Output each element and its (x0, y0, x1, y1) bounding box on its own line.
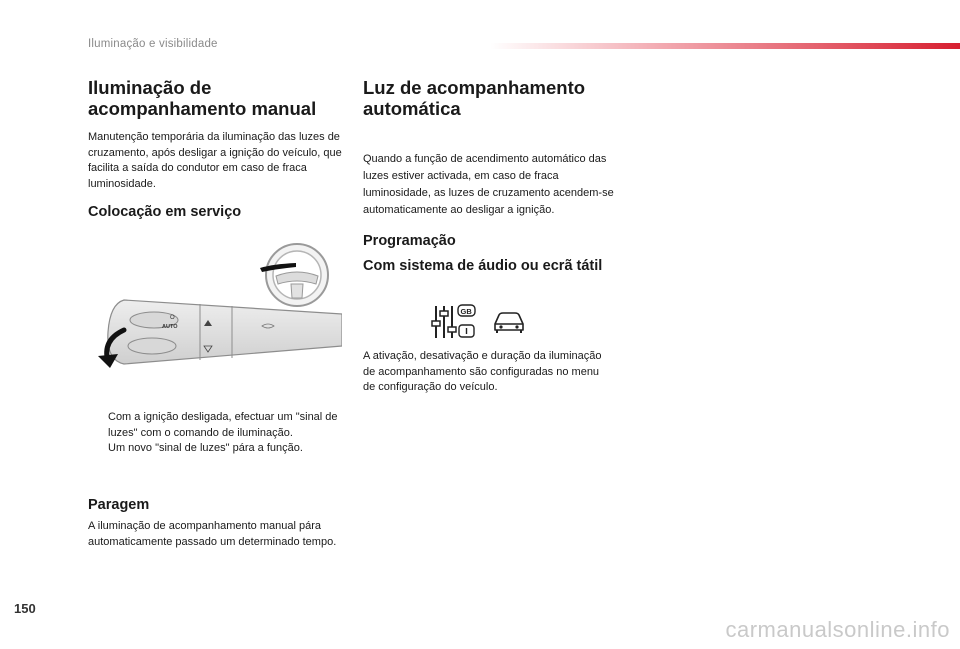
settings-icon (430, 303, 476, 341)
car-icon (492, 308, 526, 334)
manual-lighting-intro: Manutenção temporária da iluminação das luzes de cruzamento, após desligar a ignição do veículo, que facilita a saída do condutor em caso de fraca luminosidade. (88, 131, 342, 190)
stalk-label-auto: AUTO (162, 324, 178, 330)
manual-lighting-title: Iluminação de acompanhamento manual (88, 77, 317, 119)
settings-icon-label: GB (460, 306, 472, 316)
stalk-pointer-icon (258, 260, 298, 274)
programming-heading: Programação (363, 233, 456, 249)
header-accent-bar (490, 43, 960, 49)
page-number: 150 (14, 601, 36, 616)
list-item: Com a ignição desligada, efectuar um "sinal de luzes" com o comando de iluminação. (108, 411, 338, 439)
list-item: Um novo "sinal de luzes" pára a função. (108, 442, 303, 454)
audio-system-heading: Com sistema de áudio ou ecrã tátil (363, 258, 603, 274)
stalk-label-o: O (170, 315, 175, 321)
left-column (88, 77, 343, 220)
lighting-stalk-illustration (102, 236, 342, 376)
header-section-title: Iluminação e visibilidade (88, 38, 218, 50)
mid-column (363, 77, 623, 274)
stop-heading: Paragem (88, 497, 150, 513)
activation-steps (88, 410, 343, 457)
stop-text: A iluminação de acompanhamento manual pára automaticamente passado um determinado tempo. (88, 520, 337, 548)
automatic-lighting-title: Luz de acompanhamento automática (363, 77, 586, 119)
automatic-lighting-intro: Quando a função de acendimento automático das luzes estiver activada, em caso de fraca luminosidade, as luzes de cruzamento acendem-se automaticamente ao desligar a ignição. (363, 153, 614, 216)
rotate-arrow-icon (94, 326, 134, 370)
config-text: A ativação, desativação e duração da iluminação de acompanhamento são configuradas no menu de configuração do veículo. (363, 350, 602, 393)
light-stalk-icon (102, 286, 342, 376)
activation-heading: Colocação em serviço (88, 204, 242, 220)
footer-watermark: carmanualsonline.info (725, 617, 950, 642)
